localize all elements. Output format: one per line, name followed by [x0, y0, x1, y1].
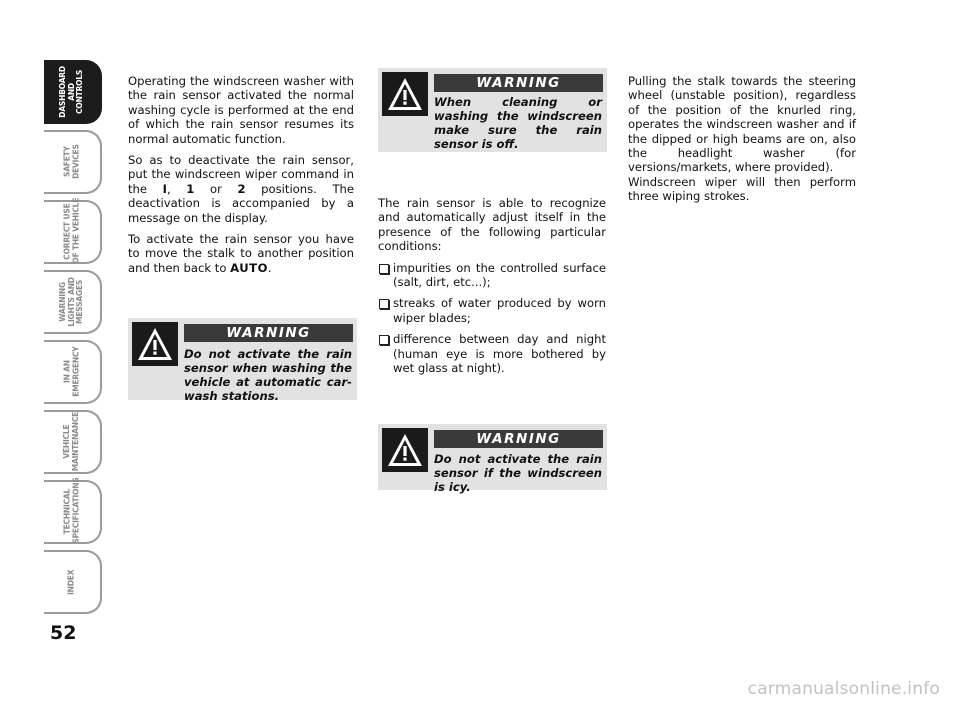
- warning-title: WARNING: [434, 430, 603, 448]
- list-item: streaks of water produced by worn wiper blades;: [378, 296, 606, 325]
- column-left: [128, 74, 354, 282]
- column-middle: [378, 196, 606, 382]
- paragraph: Pulling the stalk towards the steering wheel (unstable position), regardless of the position of the knurled ring, operates the windscreen washer and if the dipped or high beams are on, also the headlight washer (for versions/markets, where provided).: [628, 74, 856, 175]
- tab-label: INDEX: [66, 569, 76, 595]
- warning-title: WARNING: [184, 324, 353, 342]
- tab-label: DASHBOARD AND CONTROLS: [58, 66, 85, 118]
- tab-index[interactable]: [44, 550, 102, 614]
- tab-correct-use[interactable]: [44, 200, 102, 264]
- bullet-list: [378, 261, 606, 376]
- warning-text: Do not activate the rain sensor if the windscreen is icy.: [434, 452, 602, 494]
- warning-text: When cleaning or washing the windscreen make sure the rain sensor is off.: [434, 95, 602, 151]
- warning-title: WARNING: [434, 74, 603, 92]
- list-item: difference between day and night (human eye is more bothered by wet glass at night).: [378, 332, 606, 375]
- tab-safety-devices[interactable]: [44, 130, 102, 194]
- paragraph: To activate the rain sensor you have to move the stalk to another position and then back to AUTO.: [128, 232, 354, 275]
- tab-vehicle-maintenance[interactable]: [44, 410, 102, 474]
- paragraph: The rain sensor is able to recognize and automatically adjust itself in the presence of the following particular conditions:: [378, 196, 606, 254]
- tab-in-an-emergency[interactable]: [44, 340, 102, 404]
- tab-label: WARNING LIGHTS AND MESSAGES: [58, 277, 85, 327]
- warning-triangle-icon: [382, 428, 428, 472]
- warning-box: [378, 68, 607, 152]
- tab-label: VEHICLE MAINTENANCE: [62, 412, 80, 472]
- tab-label: TECHNICAL SPECIFICATIONS: [62, 477, 80, 544]
- paragraph: So as to deactivate the rain sensor, put the windscreen wiper command in the I, 1 or 2 positions. The deactivation is accompanied by a message on the display.: [128, 153, 355, 225]
- list-item: impurities on the controlled surface (salt, dirt, etc...);: [378, 261, 606, 290]
- warning-box: [128, 318, 357, 403]
- watermark: carmanualsonline.info: [747, 679, 940, 699]
- tab-dashboard-and-controls[interactable]: [44, 60, 102, 124]
- paragraph: Windscreen wiper will then perform three wiping strokes.: [628, 174, 856, 204]
- page-number: 52: [50, 622, 77, 644]
- warning-box: [378, 424, 607, 494]
- tab-label: CORRECT USE OF THE VEHICLE: [62, 198, 80, 264]
- tab-warning-lights[interactable]: [44, 270, 102, 334]
- tab-label: SAFETY DEVICES: [62, 144, 80, 180]
- warning-text: Do not activate the rain sensor when washing the vehicle at automatic car-wash stations.: [184, 347, 352, 403]
- tab-label: IN AN EMERGENCY: [62, 346, 80, 398]
- paragraph: Operating the windscreen washer with the rain sensor activated the normal washing cycle is performed at the end of which the rain sensor resumes its normal automatic function.: [128, 74, 354, 146]
- column-right: [628, 74, 856, 204]
- tab-technical-specifications[interactable]: [44, 477, 102, 544]
